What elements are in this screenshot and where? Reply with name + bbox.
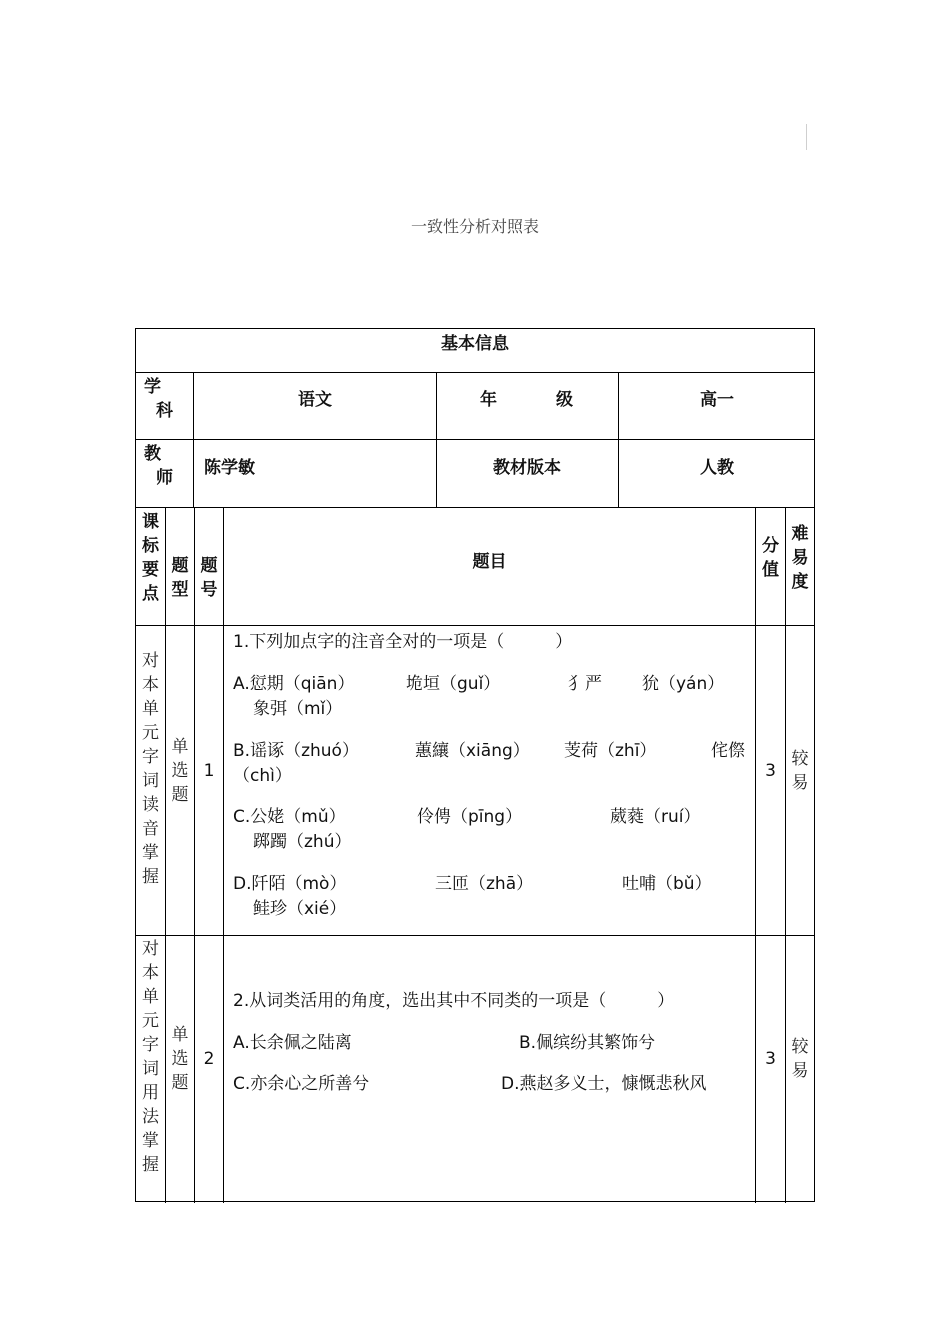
row1-option-b-3: 芰荷（zhī）: [564, 741, 657, 761]
row1-number: 1: [203, 761, 215, 781]
teacher-value: 陈学敏: [204, 458, 255, 478]
row2-key-point: 对 本 单 元 字 词 用 法 掌 握: [142, 939, 159, 1175]
row2-type: 单 选 题: [171, 1025, 189, 1093]
header-question: 题目: [472, 552, 507, 572]
row2-option-d: D.燕赵多义士，慷慨悲秋风: [501, 1074, 707, 1094]
page-edge-mark: [806, 124, 807, 150]
row1-option-b-2: 蕙纕（xiāng）: [415, 741, 530, 761]
row2-number: 2: [203, 1049, 215, 1069]
row1-option-a-3: 犭严: [568, 674, 602, 694]
row1-option-c-1: C.公姥（mǔ）: [233, 807, 346, 827]
row1-type: 单 选 题: [171, 737, 189, 805]
row1-option-a-5: 象弭（mǐ）: [253, 699, 343, 719]
row1-option-a-1: A.愆期（qiān）: [233, 674, 355, 694]
row1-option-d-2: 三匝（zhā）: [435, 874, 534, 894]
row1-key-point: 对 本 单 元 字 词 读 音 掌 握: [142, 651, 159, 887]
header-difficulty: 难 易 度: [791, 524, 809, 592]
row2-difficulty: 较 易: [791, 1037, 809, 1081]
row1-option-d-5: 鲑珍（xié）: [253, 899, 347, 919]
row1-option-a-2: 垝垣（guǐ）: [406, 674, 501, 694]
row2-option-b: B.佩缤纷其繁饰兮: [519, 1033, 656, 1053]
row1-score: 3: [765, 761, 776, 781]
subject-value: 语文: [298, 390, 332, 410]
header-type: 题 型: [171, 556, 189, 600]
grade-value: 高一: [700, 390, 734, 410]
row1-option-c-5: 踯躅（zhú）: [253, 832, 352, 852]
edition-value: 人教: [700, 458, 734, 478]
subject-label: 学 科: [144, 377, 173, 421]
header-key-points: 课 标 要 点: [142, 512, 159, 604]
analysis-table: 基本信息 学 科 语文 年 级 高一 教 师 陈学敏 教材版本 人教 课 标 要 点 题 型 题 号 题目 分 值 难 易 度 对 本 单 元 字 词 读 音 掌 握 单 选 题 1 1.下列加点字的注音全对的一项是（ ） A.愆期（qiān） 垝垣（guǐ） 犭严 狁（yán） 象弭（mǐ） B.谣诼（zhuó） 蕙纕（xiāng） 芰荷（zhī） 侘傺 （chì） C.公姥（mǔ） 伶俜（pīng） 葳蕤（ruí） 踯躅（zhú） D.阡陌（mò） 三匝（zhā） 吐哺（bǔ） 鲑珍（xié） 3 较 易 对 本 单 元 字 词 用 法 掌 握 单 选 题 2 2.从词类活用的角度，选出其中不同类的一项是（ ） A.长余佩之陆离 B.佩缤纷其繁饰兮 C.亦余心之所善兮 D.燕赵多义士，慷慨悲秋风 3 较 易: [135, 328, 815, 1202]
row2-stem: 2.从词类活用的角度，选出其中不同类的一项是（ ）: [233, 991, 675, 1011]
row1-option-b-5: （chì）: [233, 766, 292, 786]
row2-score: 3: [765, 1049, 776, 1069]
teacher-label: 教 师: [144, 444, 173, 488]
header-score: 分 值: [762, 536, 779, 580]
row1-option-d-3: 吐哺（bǔ）: [622, 874, 712, 894]
row1-option-d-1: D.阡陌（mò）: [233, 874, 347, 894]
row1-option-c-3: 葳蕤（ruí）: [610, 807, 701, 827]
edition-label: 教材版本: [493, 458, 561, 478]
row1-stem: 1.下列加点字的注音全对的一项是（ ）: [233, 632, 573, 652]
row2-option-c: C.亦余心之所善兮: [233, 1074, 370, 1094]
section-title: 基本信息: [441, 334, 509, 354]
row1-option-b-4: 侘傺: [711, 741, 745, 761]
row1-option-a-4: 狁（yán）: [642, 674, 725, 694]
header-number: 题 号: [200, 556, 218, 600]
row2-option-a: A.长余佩之陆离: [233, 1033, 352, 1053]
document-title: 一致性分析对照表: [410, 217, 539, 236]
row1-difficulty: 较 易: [791, 749, 809, 793]
row1-option-b-1: B.谣诼（zhuó）: [233, 741, 359, 761]
row1-option-c-2: 伶俜（pīng）: [417, 807, 523, 827]
